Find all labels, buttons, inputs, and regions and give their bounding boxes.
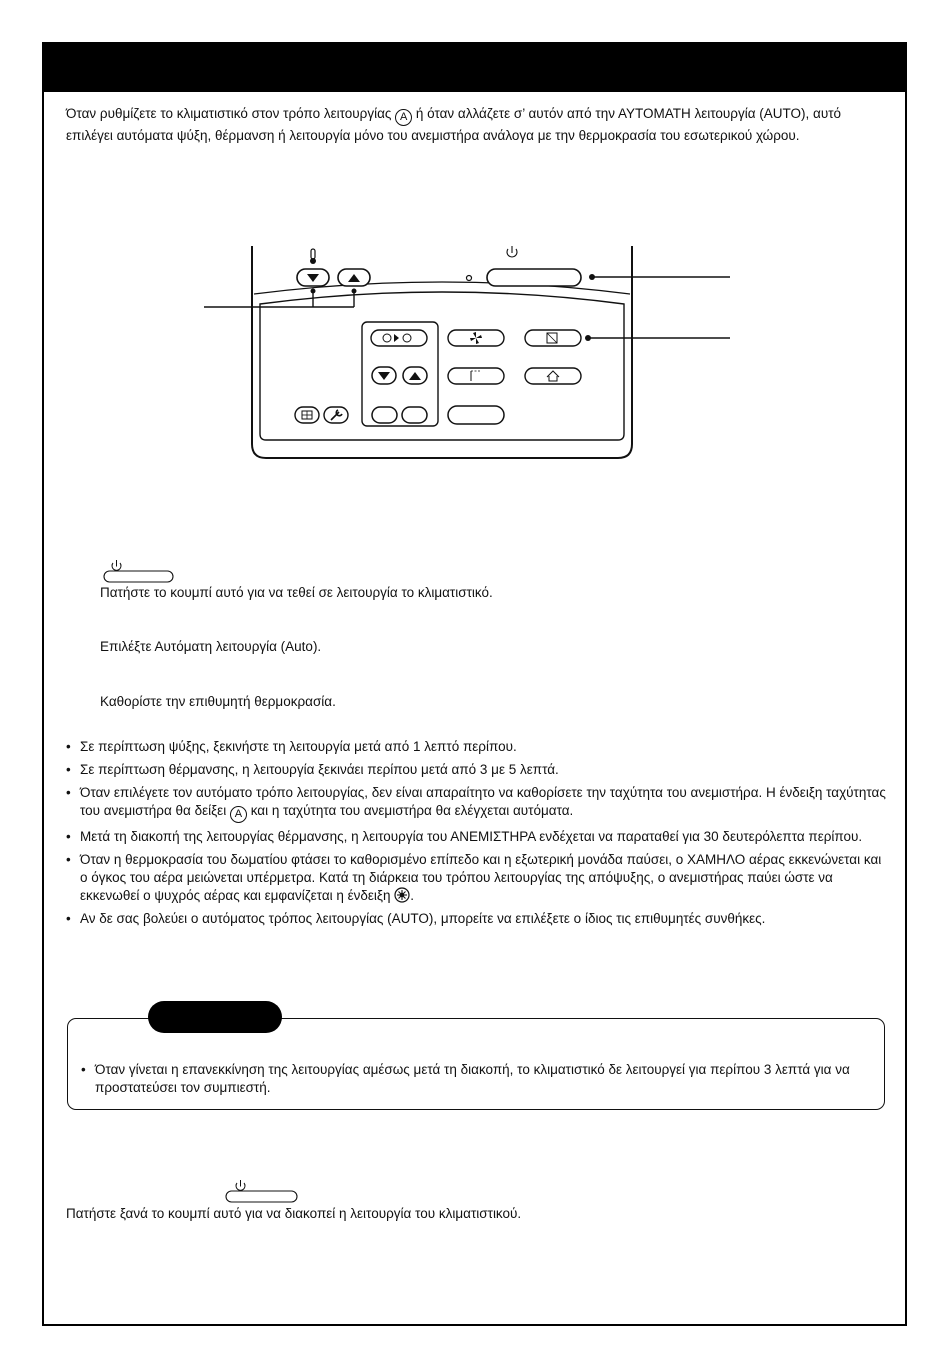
note-text: • Όταν γίνεται η επανεκκίνηση της λειτουργίας αμέσως μετά τη διακοπή, το κλιματιστικό δε λειτουργεί για περίπου 3 λεπτά για να προστατεύσει τον συμπιεστή. — [81, 1061, 875, 1097]
temp-up-button[interactable] — [338, 269, 370, 286]
mode-button[interactable] — [525, 330, 581, 346]
stop-instruction: Πατήστε ξανά το κουμπί αυτό για να διακοπεί η λειτουργία του κλιματιστικού. — [66, 1206, 522, 1221]
intro-paragraph — [66, 104, 866, 145]
list-item: • Όταν η θερμοκρασία του δωματίου φτάσει το καθορισμένο επίπεδο και η εξωτερική μονάδα παύσει, ο ΧΑΜΗΛΟ αέρας εκκενώνεται και ο όγκος του αέρα μειώνεται υπέρμετρα. Κατά τη διάρκεια του τρόπου λειτουργίας της απόψυξης, ο ανεμιστήρας παύει ώστε να εκκενωθεί ο ψυχρός αέρας και εμφανίζεται η ένδειξη . — [66, 851, 886, 905]
timer-up-button[interactable] — [403, 367, 427, 384]
list-item: • Σε περίπτωση ψύξης, ξεκινήστε τη λειτουργία μετά από 1 λεπτό περίπου. — [66, 738, 886, 756]
auto-fan-speed-icon: A — [230, 806, 247, 823]
step-1-text: Πατήστε το κουμπί αυτό για να τεθεί σε λειτουργία το κλιματιστικό. — [100, 585, 493, 600]
operation-lamp — [467, 276, 472, 281]
fan-button[interactable] — [448, 330, 504, 346]
timer-cancel-button[interactable] — [402, 407, 427, 423]
list-item: • Σε περίπτωση θέρμανσης, η λειτουργία ξεκινάει περίπου μετά από 3 με 5 λεπτά. — [66, 761, 886, 779]
timer-set-button[interactable] — [372, 407, 397, 423]
section-title-bar — [44, 44, 905, 92]
power-button-symbol — [102, 558, 176, 584]
note-tab — [148, 1001, 282, 1033]
power-icon — [112, 560, 121, 570]
intro-text-2: ή όταν αλλάζετε σ’ αυτόν από την ΑΥΤΟΜΑΤΗ λειτουργία (AUTO), αυτό επιλέγει αυτόματα ψύξη, θέρμανση ή λειτουργία μόνο του ανεμιστήρα ανάλογα με την θερμοκρασία του εσωτερικού χώρου. — [66, 106, 842, 143]
manual-page — [42, 42, 907, 1326]
intro-text-1: Όταν ρυθμίζετε το κλιματιστικό στον τρόπο λειτουργίας — [66, 106, 396, 121]
list-item: • Μετά τη διακοπή της λειτουργίας θέρμανσης, η λειτουργία του ΑΝΕΜΙΣΤΗΡΑ ενδέχεται να παραταθεί για 30 δευτερόλεπτα περίπου. — [66, 828, 886, 846]
step-2-text: Επιλέξτε Αυτόματη λειτουργία (Auto). — [100, 639, 322, 654]
auto-mode-icon: A — [395, 109, 412, 126]
power-button-symbol-stop — [224, 1178, 300, 1204]
note-box — [67, 1018, 885, 1110]
temp-down-button[interactable] — [297, 269, 329, 286]
notes-list — [66, 738, 886, 933]
timer-button[interactable] — [371, 330, 427, 346]
unlabeled-button[interactable] — [448, 406, 504, 424]
power-icon — [236, 1180, 245, 1190]
defrost-icon — [394, 887, 410, 903]
step-3-text: Καθορίστε την επιθυμητή θερμοκρασία. — [100, 694, 336, 709]
ventilation-button[interactable] — [525, 368, 581, 384]
power-icon — [507, 246, 517, 257]
list-item: • Αν δε σας βολεύει ο αυτόματος τρόπος λειτουργίας (AUTO), μπορείτε να επιλέξετε ο ίδιος τις επιθυμητές συνθήκες. — [66, 910, 886, 928]
wrench-button[interactable] — [324, 407, 348, 423]
timer-down-button[interactable] — [372, 367, 396, 384]
power-button[interactable] — [487, 269, 581, 286]
thermometer-icon — [310, 249, 316, 264]
list-item: • Όταν επιλέγετε τον αυτόματο τρόπο λειτουργίας, δεν είναι απαραίτητο να καθορίσετε την ταχύτητα του ανεμιστήρα. Η ένδειξη ταχύτητας του ανεμιστήρα θα δείξει A και η ταχύτητα του ανεμιστήρα θα ελέγχεται αυτόματα. — [66, 784, 886, 823]
louver-button[interactable] — [448, 368, 504, 384]
filter-button[interactable] — [295, 407, 319, 423]
remote-controller-illustration — [194, 244, 754, 479]
